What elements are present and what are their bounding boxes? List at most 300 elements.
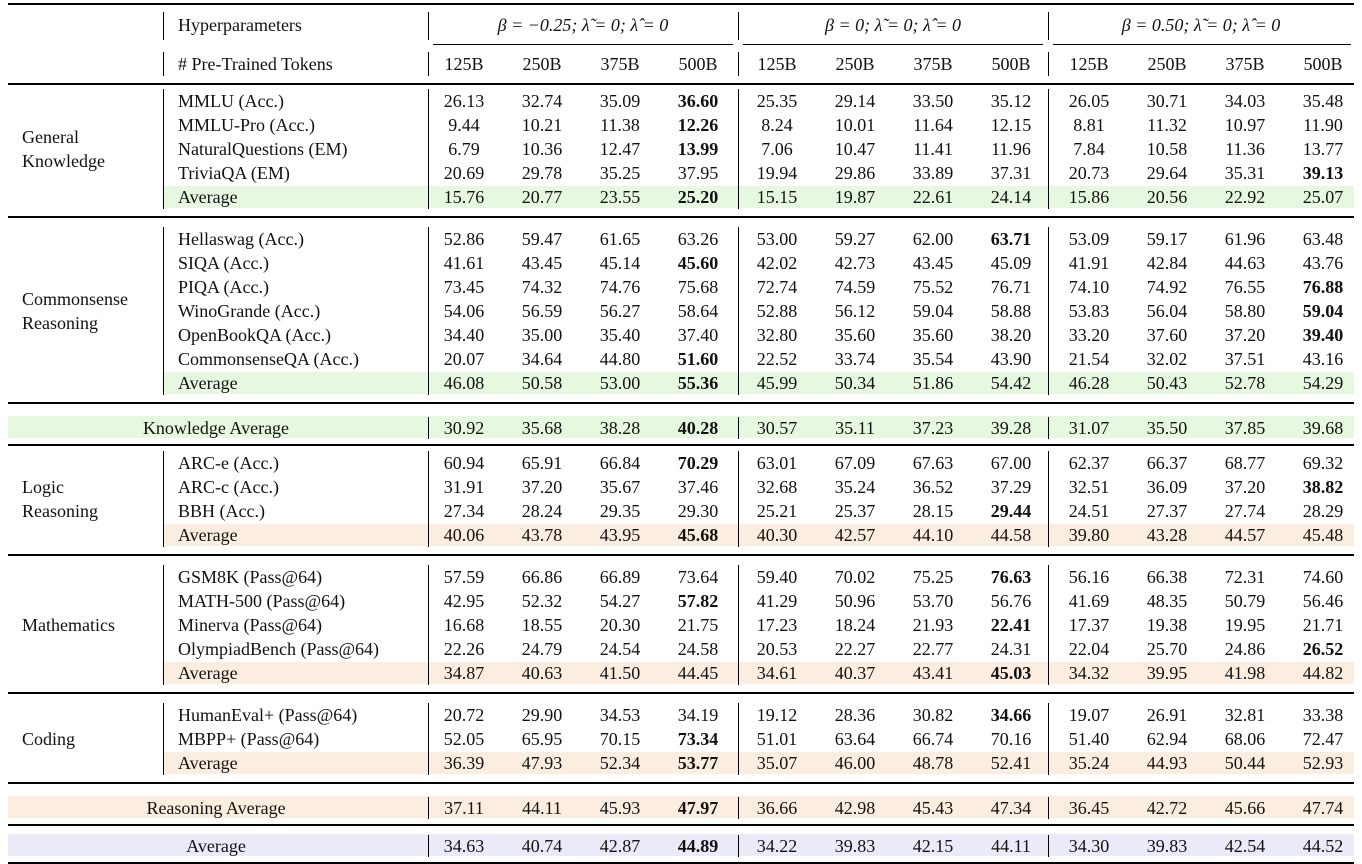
value-cell: 34.66 — [990, 705, 1032, 725]
group-label: Reasoning — [22, 501, 98, 521]
value-cell: 47.97 — [677, 798, 719, 818]
row-label: NaturalQuestions (EM) — [178, 139, 348, 159]
rule — [1053, 44, 1351, 45]
value-cell: 24.31 — [990, 639, 1032, 659]
column-divider — [738, 451, 739, 547]
value-cell: 35.60 — [912, 325, 954, 345]
value-cell: 20.07 — [443, 349, 485, 369]
value-cell: 34.40 — [443, 325, 485, 345]
value-cell: 21.54 — [1068, 349, 1110, 369]
column-divider — [1048, 89, 1049, 209]
value-cell: 38.82 — [1302, 477, 1344, 497]
value-cell: 33.38 — [1302, 705, 1344, 725]
value-cell: 41.50 — [599, 663, 641, 683]
value-cell: 42.15 — [912, 836, 954, 856]
rule — [8, 402, 1354, 404]
value-cell: 11.32 — [1147, 115, 1187, 135]
rule — [8, 444, 1354, 446]
value-cell: 50.43 — [1146, 373, 1188, 393]
value-cell: 25.35 — [756, 91, 798, 111]
value-cell: 40.37 — [834, 663, 876, 683]
group-label: Coding — [22, 729, 76, 749]
value-cell: 44.89 — [677, 836, 719, 856]
config-header-1: β = 0; λ̃ = 0; λ̂ = 0 — [825, 15, 961, 35]
value-cell: 63.71 — [990, 229, 1032, 249]
value-cell: 73.64 — [677, 567, 719, 587]
value-cell: 46.00 — [834, 753, 876, 773]
value-cell: 41.29 — [756, 591, 798, 611]
value-cell: 24.14 — [990, 187, 1032, 207]
value-cell: 39.40 — [1302, 325, 1344, 345]
column-divider — [428, 227, 429, 395]
token-header: 375B — [600, 54, 640, 74]
row-label: PIQA (Acc.) — [178, 277, 269, 297]
column-divider — [1048, 417, 1049, 439]
column-divider — [163, 227, 164, 395]
value-cell: 7.84 — [1073, 139, 1105, 159]
value-cell: 31.91 — [443, 477, 485, 497]
value-cell: 56.16 — [1068, 567, 1110, 587]
value-cell: 31.07 — [1068, 418, 1110, 438]
row-label: OlympiadBench (Pass@64) — [178, 639, 380, 659]
value-cell: 34.64 — [521, 349, 563, 369]
row-label: HumanEval+ (Pass@64) — [178, 705, 358, 725]
value-cell: 66.38 — [1146, 567, 1188, 587]
value-cell: 40.63 — [521, 663, 563, 683]
value-cell: 51.40 — [1068, 729, 1110, 749]
value-cell: 63.48 — [1302, 229, 1344, 249]
value-cell: 70.16 — [990, 729, 1032, 749]
row-label: OpenBookQA (Acc.) — [178, 325, 331, 345]
value-cell: 33.74 — [834, 349, 876, 369]
value-cell: 10.58 — [1146, 139, 1188, 159]
value-cell: 34.32 — [1068, 663, 1110, 683]
value-cell: 9.44 — [448, 115, 480, 135]
value-cell: 66.89 — [599, 567, 641, 587]
token-header: 500B — [678, 54, 718, 74]
column-divider — [738, 89, 739, 209]
value-cell: 29.30 — [677, 501, 719, 521]
column-divider — [738, 12, 739, 40]
value-cell: 69.32 — [1302, 453, 1344, 473]
value-cell: 23.55 — [599, 187, 641, 207]
value-cell: 72.47 — [1302, 729, 1344, 749]
value-cell: 56.04 — [1146, 301, 1188, 321]
value-cell: 15.76 — [443, 187, 485, 207]
value-cell: 52.88 — [756, 301, 798, 321]
value-cell: 32.02 — [1146, 349, 1188, 369]
value-cell: 43.41 — [912, 663, 954, 683]
value-cell: 74.92 — [1146, 277, 1188, 297]
column-divider — [163, 703, 164, 775]
value-cell: 35.68 — [521, 418, 563, 438]
value-cell: 30.92 — [443, 418, 485, 438]
value-cell: 34.03 — [1224, 91, 1266, 111]
value-cell: 29.14 — [834, 91, 876, 111]
config-header-2: β = 0.50; λ̃ = 0; λ̂ = 0 — [1121, 15, 1281, 35]
value-cell: 63.26 — [677, 229, 719, 249]
value-cell: 24.79 — [521, 639, 563, 659]
value-cell: 42.73 — [834, 253, 876, 273]
column-divider — [428, 565, 429, 685]
value-cell: 26.13 — [443, 91, 485, 111]
value-cell: 51.01 — [756, 729, 798, 749]
value-cell: 42.72 — [1146, 798, 1188, 818]
rule — [8, 554, 1354, 556]
value-cell: 58.64 — [677, 301, 719, 321]
value-cell: 32.81 — [1224, 705, 1266, 725]
value-cell: 44.93 — [1146, 753, 1188, 773]
group-label: Reasoning — [22, 313, 98, 333]
value-cell: 56.59 — [521, 301, 563, 321]
value-cell: 20.30 — [599, 615, 641, 635]
value-cell: 25.70 — [1146, 639, 1188, 659]
value-cell: 52.86 — [443, 229, 485, 249]
value-cell: 12.15 — [990, 115, 1032, 135]
value-cell: 22.04 — [1068, 639, 1110, 659]
value-cell: 76.88 — [1302, 277, 1344, 297]
value-cell: 45.93 — [599, 798, 641, 818]
value-cell: 16.68 — [443, 615, 485, 635]
value-cell: 38.20 — [990, 325, 1032, 345]
value-cell: 52.34 — [599, 753, 641, 773]
row-label: MBPP+ (Pass@64) — [178, 729, 320, 749]
value-cell: 51.60 — [677, 349, 719, 369]
value-cell: 27.74 — [1224, 501, 1266, 521]
value-cell: 35.31 — [1224, 163, 1266, 183]
value-cell: 39.83 — [834, 836, 876, 856]
value-cell: 25.07 — [1302, 187, 1344, 207]
value-cell: 17.23 — [756, 615, 798, 635]
column-divider — [738, 703, 739, 775]
summary-label: Knowledge Average — [142, 418, 290, 438]
value-cell: 22.52 — [756, 349, 798, 369]
value-cell: 20.72 — [443, 705, 485, 725]
rule — [8, 216, 1354, 218]
value-cell: 44.63 — [1224, 253, 1266, 273]
value-cell: 45.09 — [990, 253, 1032, 273]
value-cell: 13.99 — [677, 139, 719, 159]
value-cell: 26.05 — [1068, 91, 1110, 111]
value-cell: 74.32 — [521, 277, 563, 297]
rule — [8, 83, 1354, 85]
value-cell: 70.29 — [677, 453, 719, 473]
value-cell: 42.87 — [599, 836, 641, 856]
value-cell: 73.45 — [443, 277, 485, 297]
column-divider — [1048, 52, 1049, 76]
column-divider — [738, 835, 739, 857]
value-cell: 68.06 — [1224, 729, 1266, 749]
config-header-0: β = −0.25; λ̃ = 0; λ̂ = 0 — [497, 15, 669, 35]
value-cell: 40.74 — [521, 836, 563, 856]
value-cell: 70.02 — [834, 567, 876, 587]
row-label: Hellaswag (Acc.) — [178, 229, 304, 249]
value-cell: 19.38 — [1146, 615, 1188, 635]
value-cell: 54.42 — [990, 373, 1032, 393]
tokens-label: # Pre-Trained Tokens — [178, 54, 333, 74]
row-label: TriviaQA (EM) — [178, 163, 290, 183]
value-cell: 35.11 — [835, 418, 875, 438]
value-cell: 57.59 — [443, 567, 485, 587]
token-header: 125B — [1069, 54, 1109, 74]
value-cell: 20.77 — [521, 187, 563, 207]
value-cell: 35.09 — [599, 91, 641, 111]
value-cell: 26.91 — [1146, 705, 1188, 725]
value-cell: 44.11 — [991, 836, 1031, 856]
value-cell: 67.00 — [990, 453, 1032, 473]
value-cell: 39.80 — [1068, 525, 1110, 545]
rule — [8, 3, 1354, 5]
group-label: Commonsense — [22, 289, 128, 309]
value-cell: 66.84 — [599, 453, 641, 473]
column-divider — [1048, 565, 1049, 685]
value-cell: 43.45 — [912, 253, 954, 273]
value-cell: 11.64 — [913, 115, 953, 135]
value-cell: 22.27 — [834, 639, 876, 659]
value-cell: 76.71 — [990, 277, 1032, 297]
column-divider — [428, 12, 429, 40]
column-divider — [738, 52, 739, 76]
value-cell: 29.78 — [521, 163, 563, 183]
value-cell: 40.06 — [443, 525, 485, 545]
value-cell: 26.52 — [1302, 639, 1344, 659]
value-cell: 42.02 — [756, 253, 798, 273]
value-cell: 41.91 — [1068, 253, 1110, 273]
value-cell: 55.36 — [677, 373, 719, 393]
value-cell: 20.53 — [756, 639, 798, 659]
token-header: 250B — [1147, 54, 1187, 74]
value-cell: 11.41 — [913, 139, 953, 159]
rule — [433, 44, 733, 45]
column-divider — [163, 565, 164, 685]
token-header: 500B — [991, 54, 1031, 74]
value-cell: 53.00 — [599, 373, 641, 393]
value-cell: 45.99 — [756, 373, 798, 393]
value-cell: 37.20 — [521, 477, 563, 497]
token-header: 125B — [757, 54, 797, 74]
value-cell: 7.06 — [761, 139, 793, 159]
value-cell: 50.58 — [521, 373, 563, 393]
column-divider — [428, 451, 429, 547]
value-cell: 44.57 — [1224, 525, 1266, 545]
row-label: MMLU-Pro (Acc.) — [178, 115, 315, 135]
value-cell: 35.07 — [756, 753, 798, 773]
value-cell: 28.36 — [834, 705, 876, 725]
value-cell: 66.74 — [912, 729, 954, 749]
value-cell: 36.39 — [443, 753, 485, 773]
rule — [8, 782, 1354, 784]
value-cell: 33.50 — [912, 91, 954, 111]
value-cell: 37.20 — [1224, 477, 1266, 497]
value-cell: 42.57 — [834, 525, 876, 545]
value-cell: 75.68 — [677, 277, 719, 297]
column-divider — [163, 12, 164, 40]
value-cell: 65.95 — [521, 729, 563, 749]
summary-label: Reasoning Average — [146, 798, 286, 818]
row-label: MATH-500 (Pass@64) — [178, 591, 346, 611]
value-cell: 43.28 — [1146, 525, 1188, 545]
value-cell: 37.95 — [677, 163, 719, 183]
value-cell: 59.04 — [1302, 301, 1344, 321]
value-cell: 8.81 — [1073, 115, 1105, 135]
token-header: 250B — [835, 54, 875, 74]
value-cell: 61.96 — [1224, 229, 1266, 249]
column-divider — [163, 89, 164, 209]
value-cell: 30.82 — [912, 705, 954, 725]
value-cell: 73.34 — [677, 729, 719, 749]
value-cell: 34.61 — [756, 663, 798, 683]
value-cell: 56.12 — [834, 301, 876, 321]
value-cell: 11.36 — [1225, 139, 1265, 159]
value-cell: 58.88 — [990, 301, 1032, 321]
column-divider — [428, 703, 429, 775]
value-cell: 10.36 — [521, 139, 563, 159]
value-cell: 50.34 — [834, 373, 876, 393]
value-cell: 53.00 — [756, 229, 798, 249]
token-header: 125B — [444, 54, 484, 74]
column-divider — [163, 52, 164, 76]
value-cell: 70.15 — [599, 729, 641, 749]
value-cell: 34.30 — [1068, 836, 1110, 856]
value-cell: 46.08 — [443, 373, 485, 393]
value-cell: 27.34 — [443, 501, 485, 521]
value-cell: 18.24 — [834, 615, 876, 635]
value-cell: 35.67 — [599, 477, 641, 497]
value-cell: 52.32 — [521, 591, 563, 611]
value-cell: 37.29 — [990, 477, 1032, 497]
value-cell: 75.25 — [912, 567, 954, 587]
value-cell: 60.94 — [443, 453, 485, 473]
column-divider — [738, 227, 739, 395]
value-cell: 41.61 — [443, 253, 485, 273]
value-cell: 41.98 — [1224, 663, 1266, 683]
value-cell: 44.11 — [522, 798, 562, 818]
value-cell: 19.07 — [1068, 705, 1110, 725]
value-cell: 74.60 — [1302, 567, 1344, 587]
value-cell: 51.86 — [912, 373, 954, 393]
value-cell: 15.15 — [756, 187, 798, 207]
value-cell: 63.01 — [756, 453, 798, 473]
value-cell: 36.52 — [912, 477, 954, 497]
value-cell: 21.93 — [912, 615, 954, 635]
value-cell: 50.44 — [1224, 753, 1266, 773]
value-cell: 33.89 — [912, 163, 954, 183]
value-cell: 22.61 — [912, 187, 954, 207]
value-cell: 76.55 — [1224, 277, 1266, 297]
value-cell: 13.77 — [1302, 139, 1344, 159]
value-cell: 34.22 — [756, 836, 798, 856]
row-label: BBH (Acc.) — [178, 501, 265, 521]
value-cell: 54.06 — [443, 301, 485, 321]
value-cell: 42.54 — [1224, 836, 1266, 856]
value-cell: 59.47 — [521, 229, 563, 249]
value-cell: 10.21 — [521, 115, 563, 135]
value-cell: 11.96 — [991, 139, 1031, 159]
value-cell: 36.60 — [677, 91, 719, 111]
value-cell: 54.29 — [1302, 373, 1344, 393]
row-label: Average — [178, 663, 238, 683]
value-cell: 19.95 — [1224, 615, 1266, 635]
value-cell: 20.56 — [1146, 187, 1188, 207]
value-cell: 37.11 — [444, 798, 484, 818]
value-cell: 25.20 — [677, 187, 719, 207]
value-cell: 35.00 — [521, 325, 563, 345]
value-cell: 76.63 — [990, 567, 1032, 587]
rule — [8, 692, 1354, 694]
value-cell: 52.78 — [1224, 373, 1266, 393]
value-cell: 24.58 — [677, 639, 719, 659]
value-cell: 74.76 — [599, 277, 641, 297]
token-header: 375B — [913, 54, 953, 74]
value-cell: 12.47 — [599, 139, 641, 159]
rule — [8, 824, 1354, 826]
row-label: GSM8K (Pass@64) — [178, 567, 323, 587]
row-label: Minerva (Pass@64) — [178, 615, 323, 635]
value-cell: 74.10 — [1068, 277, 1110, 297]
token-header: 250B — [522, 54, 562, 74]
value-cell: 74.59 — [834, 277, 876, 297]
value-cell: 45.66 — [1224, 798, 1266, 818]
value-cell: 44.52 — [1302, 836, 1344, 856]
row-label: Average — [178, 187, 238, 207]
value-cell: 11.38 — [600, 115, 640, 135]
value-cell: 21.75 — [677, 615, 719, 635]
value-cell: 75.52 — [912, 277, 954, 297]
value-cell: 22.77 — [912, 639, 954, 659]
value-cell: 44.10 — [912, 525, 954, 545]
value-cell: 24.51 — [1068, 501, 1110, 521]
value-cell: 29.90 — [521, 705, 563, 725]
value-cell: 42.98 — [834, 798, 876, 818]
value-cell: 17.37 — [1068, 615, 1110, 635]
value-cell: 32.51 — [1068, 477, 1110, 497]
value-cell: 35.48 — [1302, 91, 1344, 111]
value-cell: 44.45 — [677, 663, 719, 683]
value-cell: 59.17 — [1146, 229, 1188, 249]
row-label: WinoGrande (Acc.) — [178, 301, 321, 321]
value-cell: 39.28 — [990, 418, 1032, 438]
value-cell: 40.30 — [756, 525, 798, 545]
value-cell: 28.24 — [521, 501, 563, 521]
value-cell: 67.63 — [912, 453, 954, 473]
value-cell: 72.31 — [1224, 567, 1266, 587]
value-cell: 19.12 — [756, 705, 798, 725]
value-cell: 45.43 — [912, 798, 954, 818]
value-cell: 62.37 — [1068, 453, 1110, 473]
value-cell: 59.40 — [756, 567, 798, 587]
value-cell: 37.51 — [1224, 349, 1266, 369]
row-label: Average — [178, 373, 238, 393]
column-divider — [1048, 797, 1049, 819]
value-cell: 53.09 — [1068, 229, 1110, 249]
value-cell: 40.28 — [677, 418, 719, 438]
value-cell: 66.86 — [521, 567, 563, 587]
value-cell: 36.09 — [1146, 477, 1188, 497]
value-cell: 45.03 — [990, 663, 1032, 683]
value-cell: 35.12 — [990, 91, 1032, 111]
value-cell: 47.93 — [521, 753, 563, 773]
value-cell: 45.14 — [599, 253, 641, 273]
value-cell: 29.44 — [990, 501, 1032, 521]
value-cell: 24.86 — [1224, 639, 1266, 659]
group-label: Logic — [22, 477, 64, 497]
value-cell: 56.46 — [1302, 591, 1344, 611]
value-cell: 53.77 — [677, 753, 719, 773]
value-cell: 27.37 — [1146, 501, 1188, 521]
value-cell: 19.94 — [756, 163, 798, 183]
value-cell: 43.90 — [990, 349, 1032, 369]
column-divider — [1048, 227, 1049, 395]
